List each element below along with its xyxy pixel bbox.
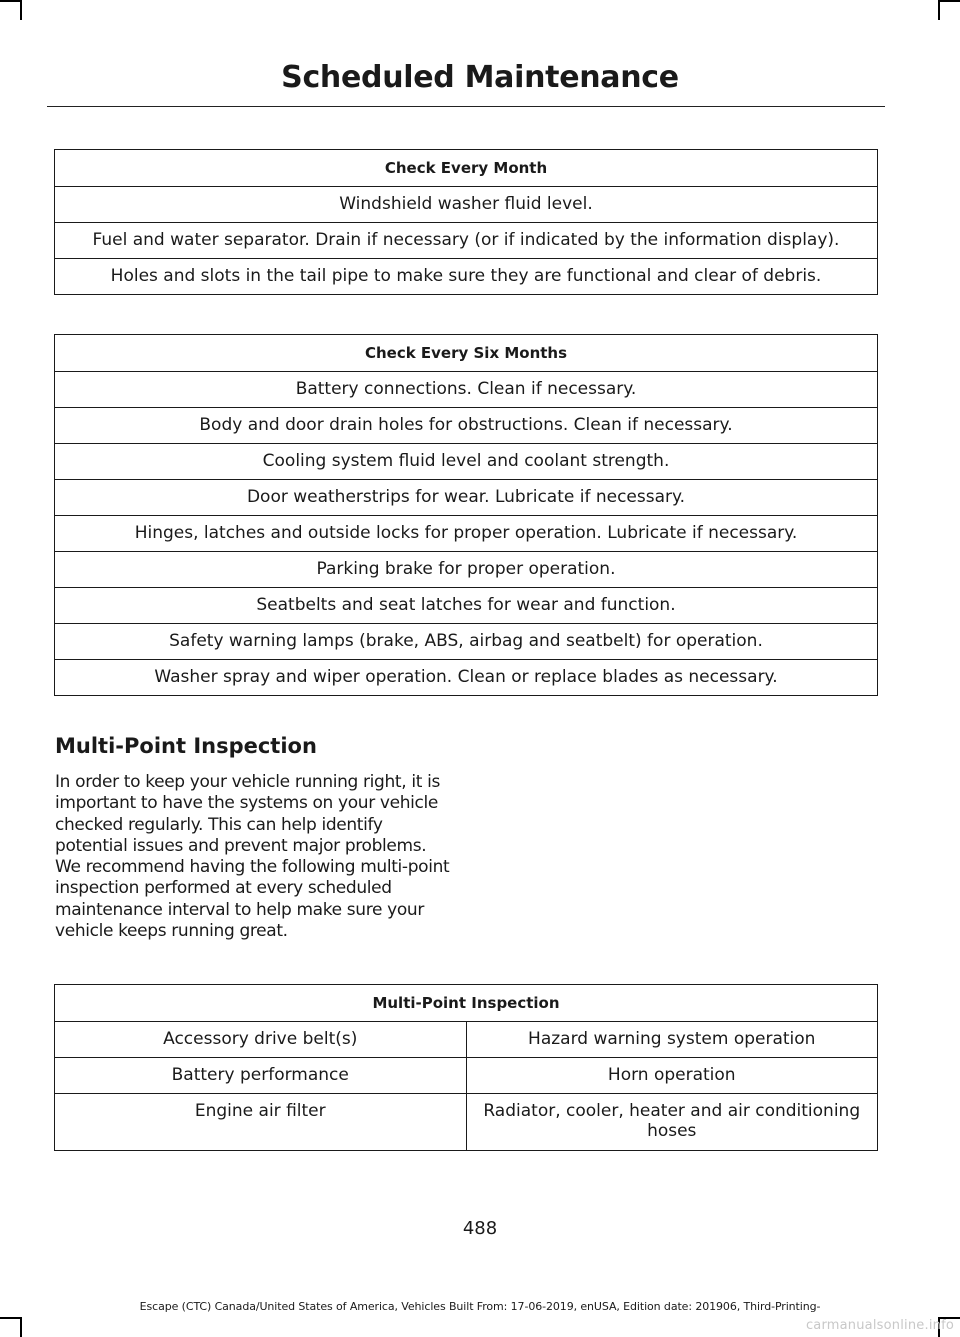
page-number: 488 xyxy=(462,1218,498,1239)
crop-mark-top-right xyxy=(938,0,960,2)
table-row: Windshield washer fluid level. xyxy=(55,187,878,223)
header-divider xyxy=(47,106,885,107)
table-cell: Accessory drive belt(s) xyxy=(55,1022,467,1058)
watermark: carmanualsonline.info xyxy=(805,1318,954,1333)
table-row: Fuel and water separator. Drain if necessary (or if indicated by the information display). xyxy=(55,223,878,259)
table-row: Parking brake for proper operation. xyxy=(55,552,878,588)
crop-mark-bottom-left xyxy=(20,1317,22,1337)
table-row: Hinges, latches and outside locks for proper operation. Lubricate if necessary. xyxy=(55,516,878,552)
six-month-check-table xyxy=(54,334,878,696)
table-row: Body and door drain holes for obstructions. Clean if necessary. xyxy=(55,408,878,444)
crop-mark-bottom-left xyxy=(0,1317,22,1319)
table-row xyxy=(55,1022,878,1058)
table-header: Check Every Six Months xyxy=(55,335,878,372)
crop-mark-top-left xyxy=(0,0,22,2)
table-row: Seatbelts and seat latches for wear and function. xyxy=(55,588,878,624)
body-paragraph: In order to keep your vehicle running right, it is important to have the systems on your vehicle checked regularly. This can help identify potential issues and prevent major problems. We recommend having the following multi-point inspection performed at every scheduled maintenance interval to help make sure your vehicle keeps running great. xyxy=(55,772,450,942)
table-row xyxy=(55,1058,878,1094)
table-row: Washer spray and wiper operation. Clean or replace blades as necessary. xyxy=(55,660,878,696)
table-header: Check Every Month xyxy=(55,150,878,187)
table-cell: Hazard warning system operation xyxy=(466,1022,878,1058)
section-heading: Multi-Point Inspection xyxy=(55,734,317,758)
table-cell: Radiator, cooler, heater and air conditioning hoses xyxy=(466,1094,878,1151)
footer-text: Escape (CTC) Canada/United States of America, Vehicles Built From: 17-06-2019, enUSA, Edition date: 201906, Third-Printing- xyxy=(139,1300,821,1313)
monthly-check-table xyxy=(54,149,878,295)
table-cell: Battery performance xyxy=(55,1058,467,1094)
table-row xyxy=(55,1094,878,1151)
table-row: Holes and slots in the tail pipe to make sure they are functional and clear of debris. xyxy=(55,259,878,295)
table-cell: Engine air filter xyxy=(55,1094,467,1151)
table-row: Cooling system fluid level and coolant strength. xyxy=(55,444,878,480)
table-row: Door weatherstrips for wear. Lubricate if necessary. xyxy=(55,480,878,516)
crop-mark-top-right xyxy=(938,0,940,20)
table-cell: Horn operation xyxy=(466,1058,878,1094)
crop-mark-top-left xyxy=(20,0,22,20)
multi-point-inspection-table xyxy=(54,984,878,1151)
table-row: Safety warning lamps (brake, ABS, airbag and seatbelt) for operation. xyxy=(55,624,878,660)
table-header: Multi-Point Inspection xyxy=(55,985,878,1022)
page-title: Scheduled Maintenance xyxy=(281,60,679,95)
table-row: Battery connections. Clean if necessary. xyxy=(55,372,878,408)
